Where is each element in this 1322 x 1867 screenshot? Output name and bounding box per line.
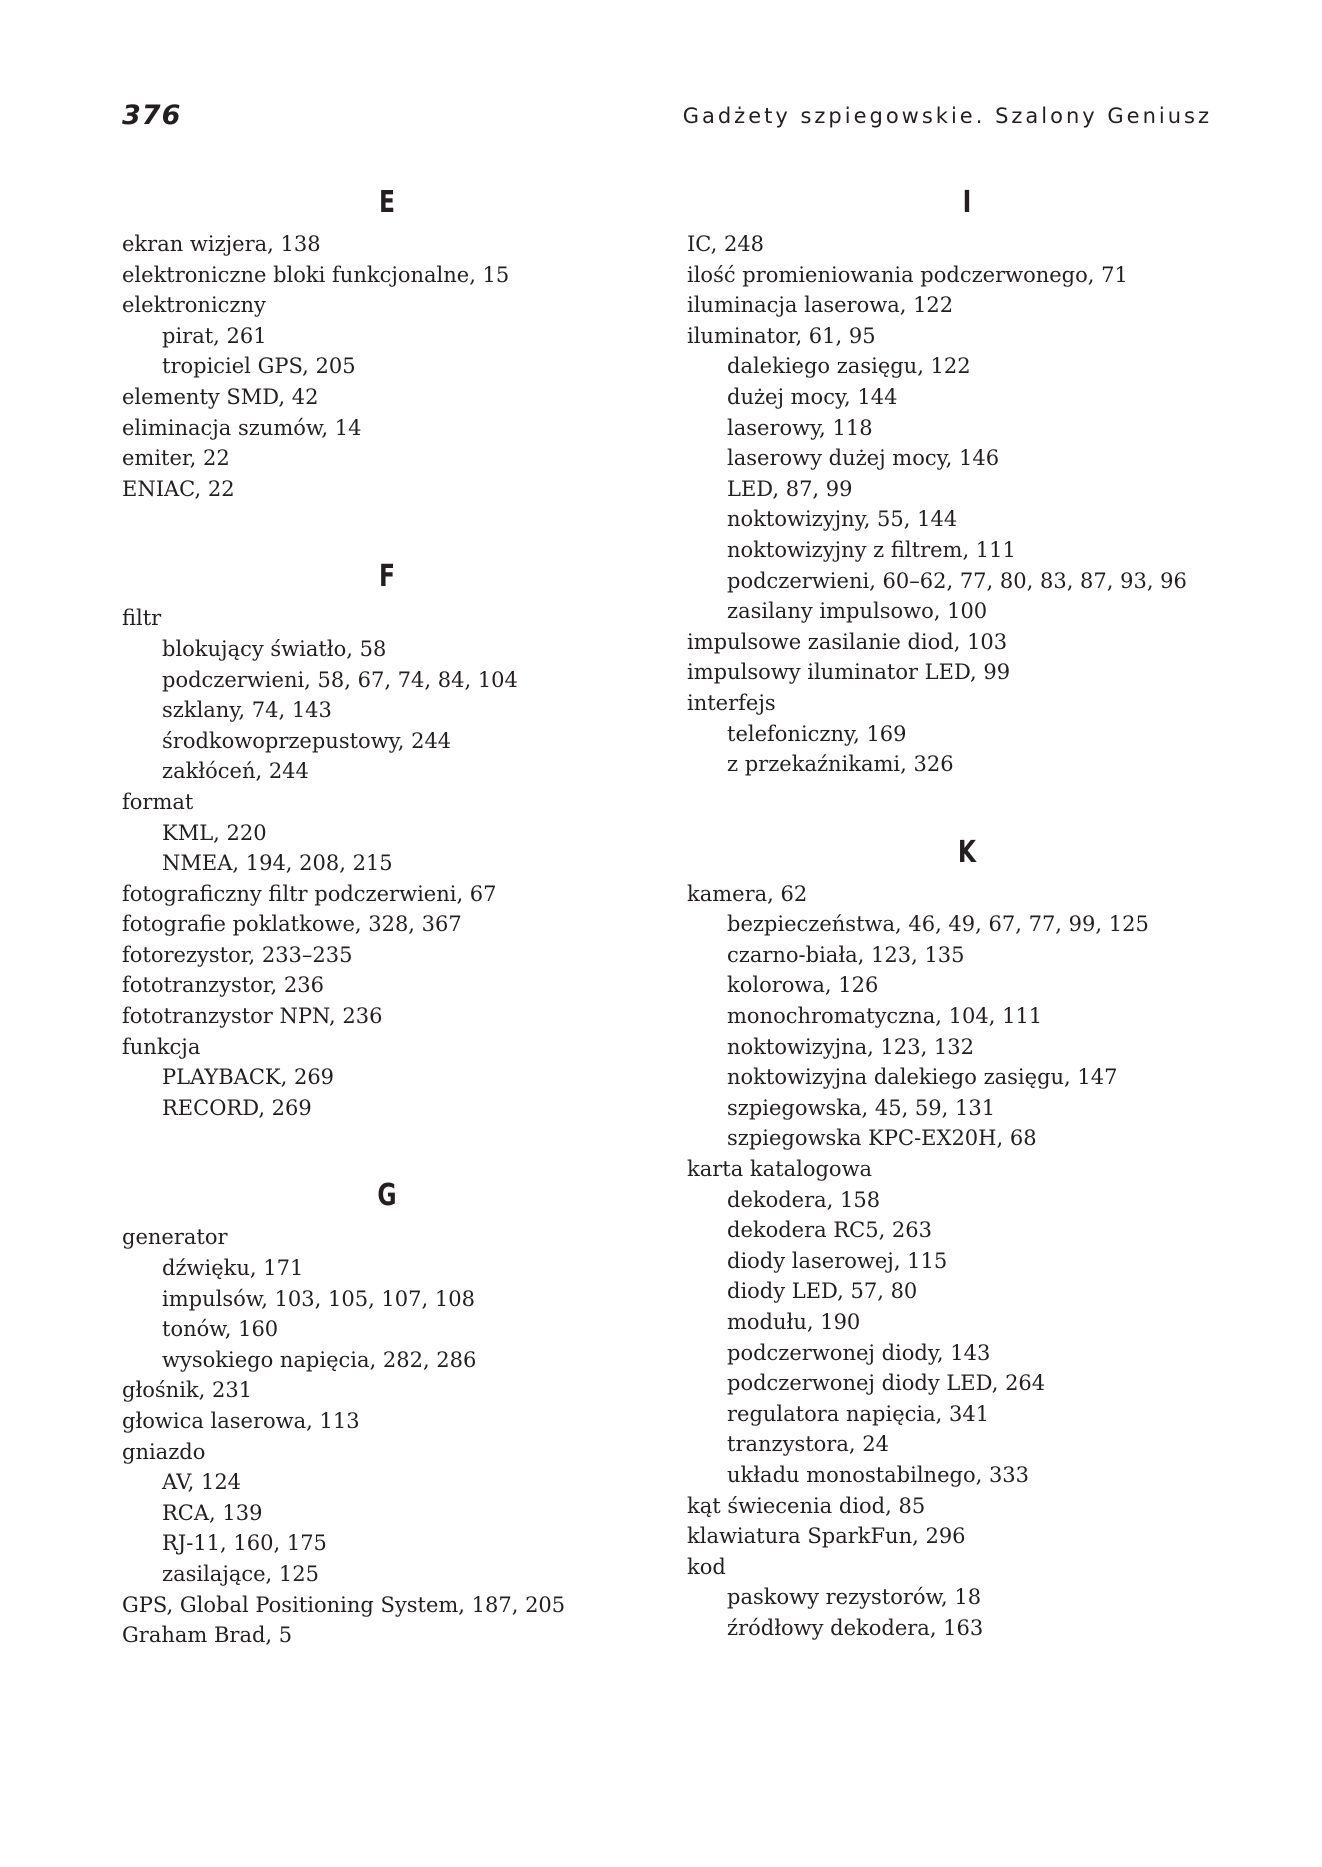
index-entry: głowica laserowa, 113	[122, 1409, 360, 1433]
index-subentry: tropiciel GPS, 205	[162, 354, 356, 379]
index-subentry: dekodera RC5, 263	[727, 1218, 933, 1243]
index-subentry: regulatora napięcia, 341	[727, 1401, 990, 1426]
index-column-right	[687, 180, 1247, 1694]
index-subentry: czarno-biała, 123, 135	[727, 942, 965, 967]
index-subentry: szpiegowska KPC-EX20H, 68	[727, 1126, 1037, 1151]
section-letter: K	[957, 834, 977, 870]
index-subentry: telefoniczny, 169	[727, 721, 907, 746]
index-subentry: podczerwieni, 60–62, 77, 80, 83, 87, 93, 96	[727, 568, 1187, 593]
index-entry: elementy SMD, 42	[122, 384, 319, 409]
index-subentry: RECORD, 269	[162, 1095, 312, 1120]
index-entry: funkcja	[122, 1034, 201, 1059]
section-letter: F	[379, 559, 395, 595]
index-subentry: układu monostabilnego, 333	[727, 1462, 1030, 1487]
section-letter: G	[377, 1178, 397, 1214]
index-subentry: diody LED, 57, 80	[727, 1279, 918, 1304]
index-subentry: pirat, 261	[162, 323, 267, 348]
index-section	[687, 830, 1247, 1644]
index-subentry: tranzystora, 24	[727, 1432, 889, 1457]
index-entry: format	[122, 789, 194, 814]
index-section	[687, 180, 1247, 780]
index-subentry: podczerwonej diody LED, 264	[727, 1371, 1046, 1396]
index-subentry: zakłóceń, 244	[162, 759, 309, 784]
index-entries	[122, 229, 652, 504]
index-entry: klawiatura SparkFun, 296	[687, 1524, 966, 1549]
index-entry: głośnik, 231	[122, 1378, 253, 1403]
index-column-left	[122, 180, 652, 1701]
index-entry: elektroniczne bloki funkcjonalne, 15	[122, 262, 510, 287]
section-letter: I	[962, 185, 972, 220]
index-entry: ekran wizjera, 138	[122, 232, 321, 256]
index-subentry: noktowizyjna, 123, 132	[727, 1034, 975, 1059]
index-entry: filtr	[122, 606, 162, 631]
index-entry: impulsowe zasilanie diod, 103	[687, 629, 1008, 654]
index-subentry: RCA, 139	[162, 1500, 263, 1525]
index-subentry: wysokiego napięcia, 282, 286	[162, 1347, 477, 1372]
index-subentry: modułu, 190	[727, 1310, 861, 1334]
index-entry: IC, 248	[687, 232, 765, 256]
index-subentry: paskowy rezystorów, 18	[727, 1585, 982, 1610]
index-subentry: szklany, 74, 143	[162, 698, 332, 723]
index-subentry: noktowizyjny, 55, 144	[727, 507, 958, 532]
index-entry: eliminacja szumów, 14	[122, 415, 362, 440]
index-subentry: zasilany impulsowo, 100	[727, 599, 988, 624]
index-subentry: podczerwieni, 58, 67, 74, 84, 104	[162, 667, 518, 692]
index-entry: generator	[122, 1225, 228, 1250]
index-entry: fotografie poklatkowe, 328, 367	[122, 912, 462, 937]
index-entry: kod	[687, 1554, 726, 1579]
index-subentry: laserowy dużej mocy, 146	[727, 446, 1000, 471]
index-entry: karta katalogowa	[687, 1157, 873, 1182]
index-subentry: impulsów, 103, 105, 107, 108	[162, 1286, 475, 1311]
index-subentry: AV, 124	[162, 1470, 242, 1495]
index-entry: fototranzystor, 236	[122, 973, 324, 998]
index-section	[122, 554, 652, 1123]
index-subentry: dźwięku, 171	[162, 1256, 304, 1281]
index-entry: iluminacja laserowa, 122	[687, 293, 954, 318]
index-entry: emiter, 22	[122, 446, 230, 471]
index-subentry: źródłowy dekodera, 163	[727, 1615, 984, 1640]
index-entry: elektroniczny	[122, 293, 266, 318]
index-subentry: LED, 87, 99	[727, 476, 853, 501]
index-entry: ilość promieniowania podczerwonego, 71	[687, 262, 1128, 287]
index-subentry: podczerwonej diody, 143	[727, 1340, 991, 1365]
index-subentry: środkowoprzepustowy, 244	[162, 728, 452, 753]
index-entries	[687, 879, 1247, 1644]
index-entry: impulsowy iluminator LED, 99	[687, 660, 1011, 685]
index-section	[122, 180, 652, 504]
index-entries	[122, 603, 652, 1123]
index-entry: kamera, 62	[687, 881, 808, 906]
index-entry: interfejs	[687, 690, 776, 715]
index-section	[122, 1173, 652, 1650]
index-subentry: dekodera, 158	[727, 1187, 881, 1212]
index-entry: kąt świecenia diod, 85	[687, 1493, 926, 1518]
index-subentry: z przekaźnikami, 326	[727, 752, 954, 777]
index-subentry: diody laserowej, 115	[727, 1248, 948, 1273]
index-subentry: blokujący światło, 58	[162, 636, 387, 661]
index-subentry: RJ-11, 160, 175	[162, 1531, 327, 1556]
index-subentry: noktowizyjna dalekiego zasięgu, 147	[727, 1065, 1118, 1090]
index-subentry: szpiegowska, 45, 59, 131	[727, 1095, 996, 1120]
index-subentry: laserowy, 118	[727, 415, 873, 440]
index-subentry: KML, 220	[162, 820, 267, 845]
index-entry: Graham Brad, 5	[122, 1623, 293, 1648]
index-entry: fotograficzny filtr podczerwieni, 67	[122, 881, 497, 906]
running-title: Gadżety szpiegowskie. Szalony Geniusz	[682, 104, 1212, 128]
index-entries	[687, 229, 1247, 780]
page-header	[122, 100, 1212, 140]
index-subentry: dużej mocy, 144	[727, 384, 898, 409]
index-entry: iluminator, 61, 95	[687, 323, 876, 348]
index-subentry: monochromatyczna, 104, 111	[727, 1004, 1043, 1029]
index-entry: gniazdo	[122, 1439, 206, 1464]
index-subentry: dalekiego zasięgu, 122	[727, 354, 971, 379]
index-entry: GPS, Global Positioning System, 187, 205	[122, 1592, 566, 1617]
index-subentry: noktowizyjny z filtrem, 111	[727, 537, 1016, 562]
index-entries	[122, 1222, 652, 1650]
index-entry: ENIAC, 22	[122, 476, 235, 501]
page-number: 376	[122, 100, 182, 131]
index-subentry: zasilające, 125	[162, 1561, 319, 1586]
index-entry: fototranzystor NPN, 236	[122, 1004, 383, 1029]
index-subentry: tonów, 160	[162, 1317, 279, 1342]
index-subentry: PLAYBACK, 269	[162, 1065, 335, 1090]
index-subentry: NMEA, 194, 208, 215	[162, 851, 393, 876]
index-subentry: bezpieczeństwa, 46, 49, 67, 77, 99, 125	[727, 912, 1149, 937]
index-subentry: kolorowa, 126	[727, 973, 879, 998]
index-entry: fotorezystor, 233–235	[122, 942, 353, 967]
section-letter: E	[379, 185, 395, 220]
